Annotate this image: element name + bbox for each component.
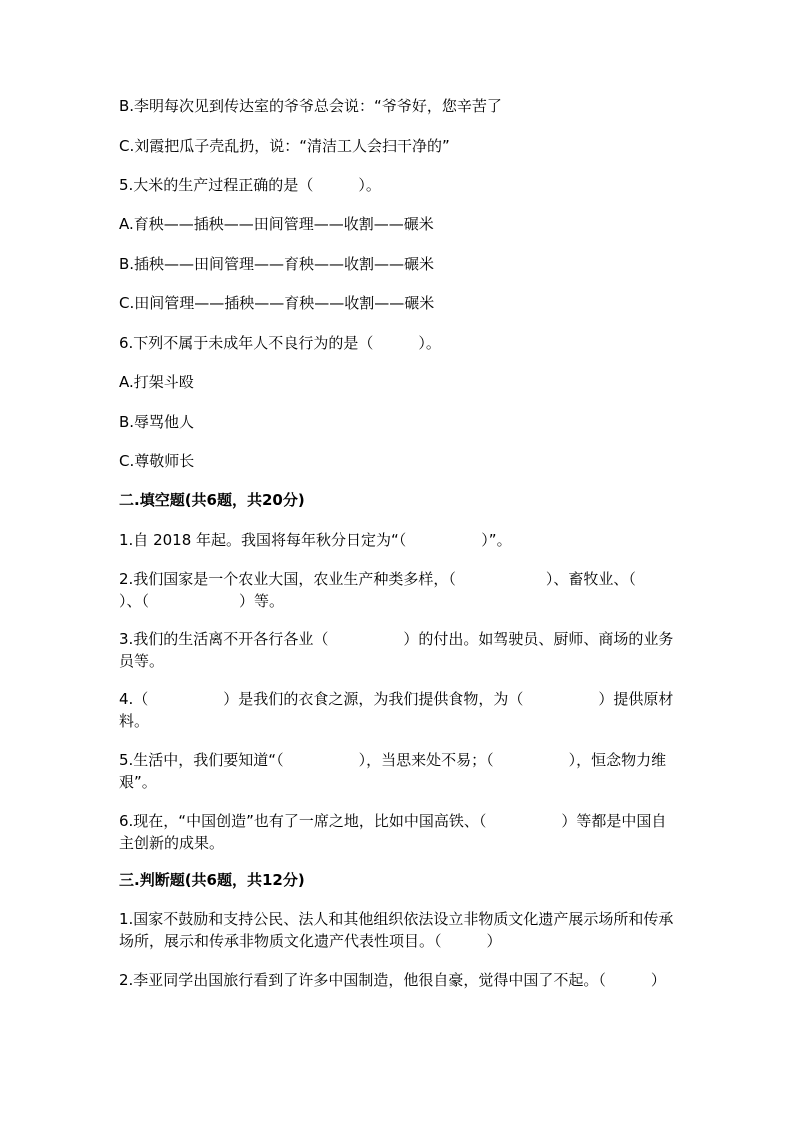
q6-option-c: C.尊敬师长 xyxy=(119,452,195,470)
judge-q2: 2.李亚同学出国旅行看到了许多中国制造，他很自豪，觉得中国了不起。（ ） xyxy=(119,971,666,989)
q5-option-c: C.田间管理——插秧——育秧——收割——碾米 xyxy=(119,294,435,312)
fill-q6: 6.现在，“中国创造”也有了一席之地，比如中国高铁、（ ）等都是中国自主创新的成果。 xyxy=(119,812,667,852)
fill-q4: 4.（ ）是我们的衣食之源，为我们提供食物，为（ ）提供原材料。 xyxy=(119,690,674,730)
q5-option-b: B.插秧——田间管理——育秧——收割——碾米 xyxy=(119,255,435,273)
q6-option-b: B.辱骂他人 xyxy=(119,413,195,431)
section-2-heading: 二.填空题(共6题，共20分) xyxy=(119,491,305,509)
q5-option-a: A.育秧——插秧——田间管理——收割——碾米 xyxy=(119,215,434,233)
fill-q3: 3.我们的生活离不开各行各业（ ）的付出。如驾驶员、厨师、商场的业务员等。 xyxy=(119,630,674,670)
fill-q1: 1.自 2018 年起。我国将每年秋分日定为“（ ）”。 xyxy=(119,531,512,549)
q6-option-a: A.打架斗殴 xyxy=(119,373,194,391)
q4-option-c: C.刘霞把瓜子壳乱扔，说：“清洁工人会扫干净的” xyxy=(119,137,450,155)
judge-q1: 1.国家不鼓励和支持公民、法人和其他组织依法设立非物质文化遗产展示场所和传承场所，展示和传承非物质文化遗产代表性项目。（ ） xyxy=(119,910,674,950)
fill-q5: 5.生活中，我们要知道“（ ），当思来处不易；（ ），恒念物力维艰”。 xyxy=(119,751,667,791)
fill-q2: 2.我们国家是一个农业大国，农业生产种类多样，（ ）、畜牧业、（ ）、（ ）等。 xyxy=(119,570,726,610)
q4-option-b: B.李明每次见到传达室的爷爷总会说：“爷爷好，您辛苦了 xyxy=(119,97,502,115)
q5-stem: 5.大米的生产过程正确的是（ ）。 xyxy=(119,176,381,194)
section-3-heading: 三.判断题(共6题，共12分) xyxy=(119,871,305,889)
q6-stem: 6.下列不属于未成年人不良行为的是（ ）。 xyxy=(119,334,441,352)
